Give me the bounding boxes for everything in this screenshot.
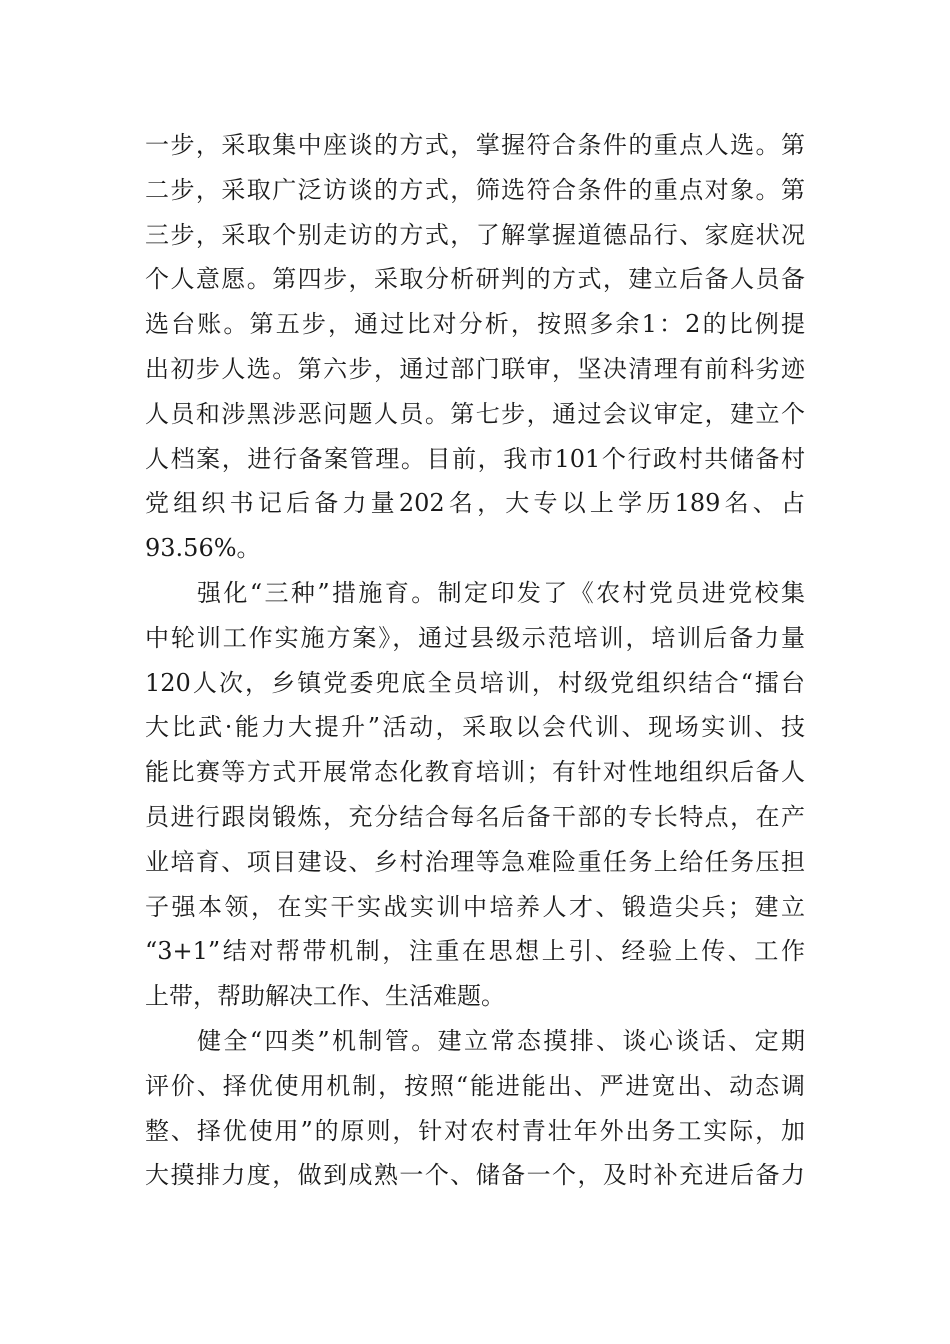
text-line: 强化“三种”措施育。制定印发了《农村党员进党校集 xyxy=(197,578,805,607)
text-line: 三步，采取个别走访的方式，了解掌握道德品行、家庭状况 xyxy=(145,220,805,249)
text-line: 整、择优使用”的原则，针对农村青壮年外出务工实际，加 xyxy=(145,1116,805,1145)
text-line: 93.56%。 xyxy=(145,534,261,563)
text-line: 能比赛等方式开展常态化教育培训；有针对性地组织后备人 xyxy=(145,758,805,787)
text-line: 人档案，进行备案管理。目前，我市101个行政村共储备村 xyxy=(145,444,805,473)
text-line: 健全“四类”机制管。建立常态摸排、谈心谈话、定期 xyxy=(197,1026,805,1055)
text-line: 人员和涉黑涉恶问题人员。第七步，通过会议审定，建立个 xyxy=(145,399,805,428)
paragraph-1 xyxy=(145,123,805,571)
text-line: 党组织书记后备力量202名，大专以上学历189名、占 xyxy=(145,489,805,518)
text-line: 员进行跟岗锻炼，充分结合每名后备干部的专长特点，在产 xyxy=(145,802,805,831)
text-line: 一步，采取集中座谈的方式，掌握符合条件的重点人选。第 xyxy=(145,131,805,159)
body-text xyxy=(145,123,805,1198)
text-line: 业培育、项目建设、乡村治理等急难险重任务上给任务压担 xyxy=(145,847,805,876)
text-line: 出初步人选。第六步，通过部门联审，坚决清理有前科劣迹 xyxy=(145,354,805,383)
text-line: 上带，帮助解决工作、生活难题。 xyxy=(145,982,505,1011)
paragraph-2 xyxy=(145,571,805,1019)
text-line: 120人次，乡镇党委兜底全员培训，村级党组织结合“擂台 xyxy=(145,668,805,697)
paragraph-3 xyxy=(145,1019,805,1198)
text-line: 选台账。第五步，通过比对分析，按照多余1：2的比例提 xyxy=(145,310,805,339)
text-line: 评价、择优使用机制，按照“能进能出、严进宽出、动态调 xyxy=(145,1071,805,1100)
text-line: 中轮训工作实施方案》，通过县级示范培训，培训后备力量 xyxy=(145,623,805,652)
text-line: “3+1”结对帮带机制，注重在思想上引、经验上传、工作 xyxy=(145,937,805,966)
text-line: 子强本领，在实干实战实训中培养人才、锻造尖兵；建立 xyxy=(145,892,805,921)
text-line: 个人意愿。第四步，采取分析研判的方式，建立后备人员备 xyxy=(145,265,805,294)
text-line: 大摸排力度，做到成熟一个、储备一个，及时补充进后备力 xyxy=(145,1161,805,1190)
text-line: 大比武·能力大提升”活动，采取以会代训、现场实训、技 xyxy=(145,713,805,742)
text-line: 二步，采取广泛访谈的方式，筛选符合条件的重点对象。第 xyxy=(145,175,805,204)
